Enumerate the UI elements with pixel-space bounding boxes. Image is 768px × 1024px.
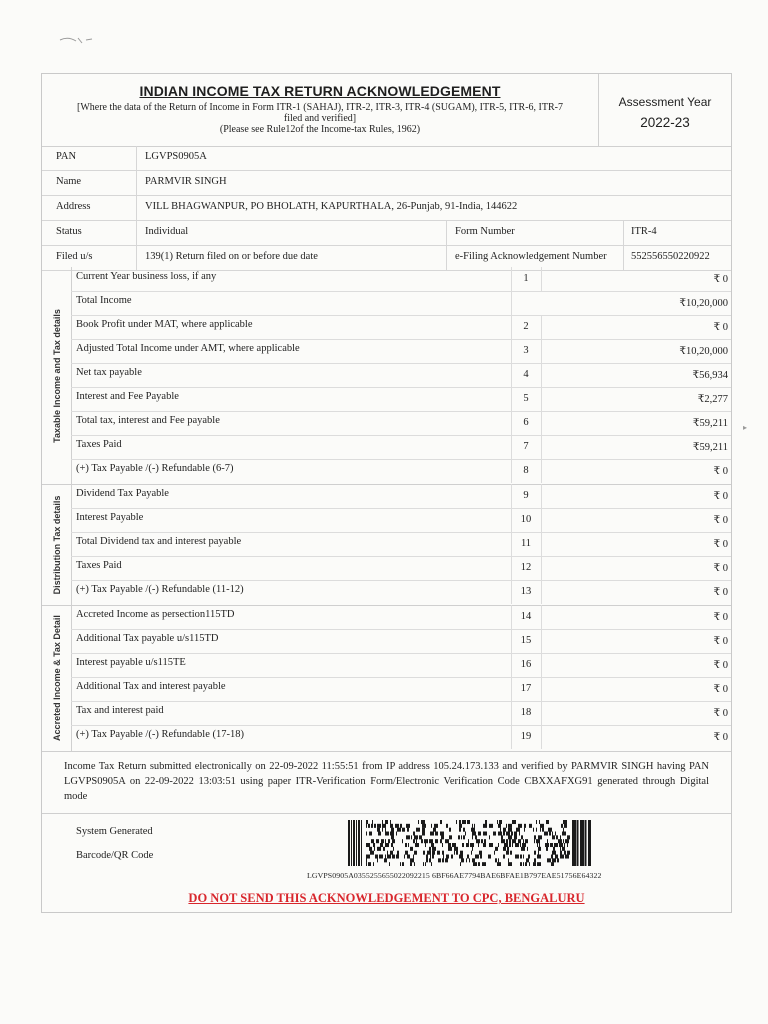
row-label: Adjusted Total Income under AMT, where applicable — [76, 343, 300, 354]
row-label: (+) Tax Payable /(-) Refundable (17-18) — [76, 729, 244, 740]
row-value: ₹ 0 — [713, 684, 728, 695]
form-number-value: ITR-4 — [631, 226, 657, 237]
section-title: Distribution Tax details — [51, 495, 62, 594]
table-row — [71, 653, 731, 678]
row-label: Accreted Income as persection115TD — [76, 609, 235, 620]
table-row — [71, 532, 731, 557]
row-number: 18 — [520, 707, 532, 718]
table-row — [71, 363, 731, 388]
table-row — [71, 291, 731, 316]
section-side-label-cell — [42, 605, 72, 751]
acknowledgement-form — [41, 73, 732, 913]
scan-artifact-mark — [58, 34, 98, 44]
barcode-image — [348, 820, 592, 866]
row-number: 4 — [523, 369, 529, 380]
row-label: Book Profit under MAT, where applicable — [76, 319, 253, 330]
section-side-label-cell — [42, 484, 72, 605]
row-value: ₹ 0 — [713, 587, 728, 598]
table-row — [71, 701, 731, 726]
system-generated-label: System Generated — [76, 826, 153, 837]
filed-value: 139(1) Return filed on or before due date — [145, 251, 318, 262]
row-value: ₹ 0 — [713, 515, 728, 526]
row-number: 19 — [520, 731, 532, 742]
row-value: ₹ 0 — [713, 708, 728, 719]
row-number: 1 — [523, 273, 529, 284]
row-number: 9 — [523, 490, 529, 501]
table-row — [71, 435, 731, 460]
form-number-label: Form Number — [455, 226, 515, 237]
row-value: ₹59,211 — [692, 418, 728, 429]
address-row — [42, 196, 731, 221]
section-side-label-cell — [42, 267, 72, 484]
table-row — [71, 629, 731, 654]
row-label: (+) Tax Payable /(-) Refundable (11-12) — [76, 584, 244, 595]
table-row — [71, 459, 731, 483]
row-number: 7 — [523, 441, 529, 452]
status-label: Status — [56, 226, 82, 237]
row-label: Taxes Paid — [76, 560, 122, 571]
row-number: 2 — [523, 321, 529, 332]
assessment-year-value: 2022-23 — [640, 115, 690, 130]
pan-row — [42, 146, 731, 171]
row-number: 8 — [523, 465, 529, 476]
section-title: Accreted Income & Tax Detail — [51, 615, 62, 741]
table-row — [71, 580, 731, 604]
row-value: ₹ 0 — [713, 636, 728, 647]
table-row — [71, 725, 731, 749]
filed-label: Filed u/s — [56, 251, 93, 262]
row-number: 13 — [520, 586, 532, 597]
row-label: Additional Tax and interest payable — [76, 681, 226, 692]
row-value: ₹10,20,000 — [679, 346, 728, 357]
row-number: 17 — [520, 683, 532, 694]
assessment-year-label: Assessment Year — [618, 95, 712, 109]
header-title-cell — [42, 74, 599, 146]
barcode-text: LGVPS0905A0355255655022092215 6BF66AE7794BAE6BFAE1B797EAE51756E64322 — [307, 871, 602, 880]
scan-artifact-dot: ▸ — [743, 423, 748, 432]
row-number: 12 — [520, 562, 532, 573]
table-row — [71, 677, 731, 702]
row-value: ₹ 0 — [713, 491, 728, 502]
ack-number-label: e-Filing Acknowledgement Number — [455, 251, 607, 262]
name-label: Name — [56, 176, 82, 187]
form-subtitle-line2: filed and verified] — [283, 113, 357, 124]
form-header — [42, 74, 731, 147]
row-label: Total Dividend tax and interest payable — [76, 536, 242, 547]
row-value: ₹56,934 — [692, 370, 728, 381]
row-value: ₹ 0 — [713, 660, 728, 671]
name-row — [42, 171, 731, 196]
do-not-send-warning: DO NOT SEND THIS ACKNOWLEDGEMENT TO CPC, BENGALURU — [188, 891, 585, 905]
form-subtitle-line3: (Please see Rule12of the Income-tax Rules, 1962) — [219, 124, 421, 135]
submission-note: Income Tax Return submitted electronically on 22-09-2022 11:55:51 from IP address 105.24.173.133 and verified by PARMVIR SINGH having PAN LGVPS0905A on 22-09-2022 13:03:51 using paper ITR-Verification Form/Electronic Verification Code CBXXAFXG91 generated through Digital mode — [42, 754, 731, 814]
row-value: ₹ 0 — [713, 612, 728, 623]
address-label: Address — [56, 201, 91, 212]
ack-number-value: 552556550220922 — [631, 251, 710, 262]
name-value: PARMVIR SINGH — [145, 176, 227, 187]
form-subtitle — [42, 102, 598, 135]
row-value: ₹ 0 — [713, 563, 728, 574]
row-number: 16 — [520, 659, 532, 670]
section-taxable-income — [42, 267, 731, 485]
row-value: ₹ 0 — [713, 274, 728, 285]
row-value: ₹ 0 — [713, 322, 728, 333]
row-label: Interest payable u/s115TE — [76, 657, 186, 668]
table-row — [71, 387, 731, 412]
table-row — [71, 605, 731, 630]
pan-value: LGVPS0905A — [145, 151, 207, 162]
row-value: ₹59,211 — [692, 442, 728, 453]
row-number: 14 — [520, 611, 532, 622]
row-number: 6 — [523, 417, 529, 428]
row-label: Current Year business loss, if any — [76, 271, 217, 282]
table-row — [71, 267, 731, 292]
row-value: ₹ 0 — [713, 539, 728, 550]
row-label: Interest Payable — [76, 512, 144, 523]
row-label: Interest and Fee Payable — [76, 391, 179, 402]
row-number: 15 — [520, 635, 532, 646]
row-label: Additional Tax payable u/s115TD — [76, 633, 219, 644]
barcode-qr-label: Barcode/QR Code — [76, 850, 154, 861]
table-row — [71, 508, 731, 533]
row-label: Net tax payable — [76, 367, 142, 378]
row-number: 10 — [520, 514, 532, 525]
form-title: INDIAN INCOME TAX RETURN ACKNOWLEDGEMENT — [139, 83, 501, 99]
table-row — [71, 411, 731, 436]
status-value: Individual — [145, 226, 189, 237]
taxpayer-info — [42, 146, 731, 271]
row-value: ₹ 0 — [713, 466, 728, 477]
assessment-year-cell — [599, 74, 731, 146]
row-label: (+) Tax Payable /(-) Refundable (6-7) — [76, 463, 234, 474]
section-accreted-income — [42, 605, 731, 752]
section-distribution-tax — [42, 484, 731, 606]
table-row — [71, 339, 731, 364]
table-row — [71, 315, 731, 340]
row-value: ₹2,277 — [697, 394, 728, 405]
form-subtitle-line1: [Where the data of the Return of Income in Form ITR-1 (SAHAJ), ITR-2, ITR-3, ITR-4 (SUGAM), ITR-5, ITR-6, ITR-7 — [76, 102, 563, 113]
row-label: Total tax, interest and Fee payable — [76, 415, 220, 426]
status-row — [42, 221, 731, 246]
row-label: Tax and interest paid — [76, 705, 164, 716]
row-label: Dividend Tax Payable — [76, 488, 169, 499]
section-title: Taxable Income and Tax details — [51, 308, 62, 443]
row-label: Total Income — [76, 295, 132, 306]
table-row — [71, 484, 731, 509]
row-number: 11 — [520, 538, 532, 549]
row-number: 5 — [523, 393, 529, 404]
table-row — [71, 556, 731, 581]
pan-label: PAN — [56, 151, 77, 162]
row-label: Taxes Paid — [76, 439, 122, 450]
row-number: 3 — [523, 345, 529, 356]
address-value: VILL BHAGWANPUR, PO BHOLATH, KAPURTHALA, 26-Punjab, 91-India, 144622 — [145, 201, 518, 212]
row-value: ₹ 0 — [713, 732, 728, 743]
row-value: ₹10,20,000 — [679, 298, 728, 309]
